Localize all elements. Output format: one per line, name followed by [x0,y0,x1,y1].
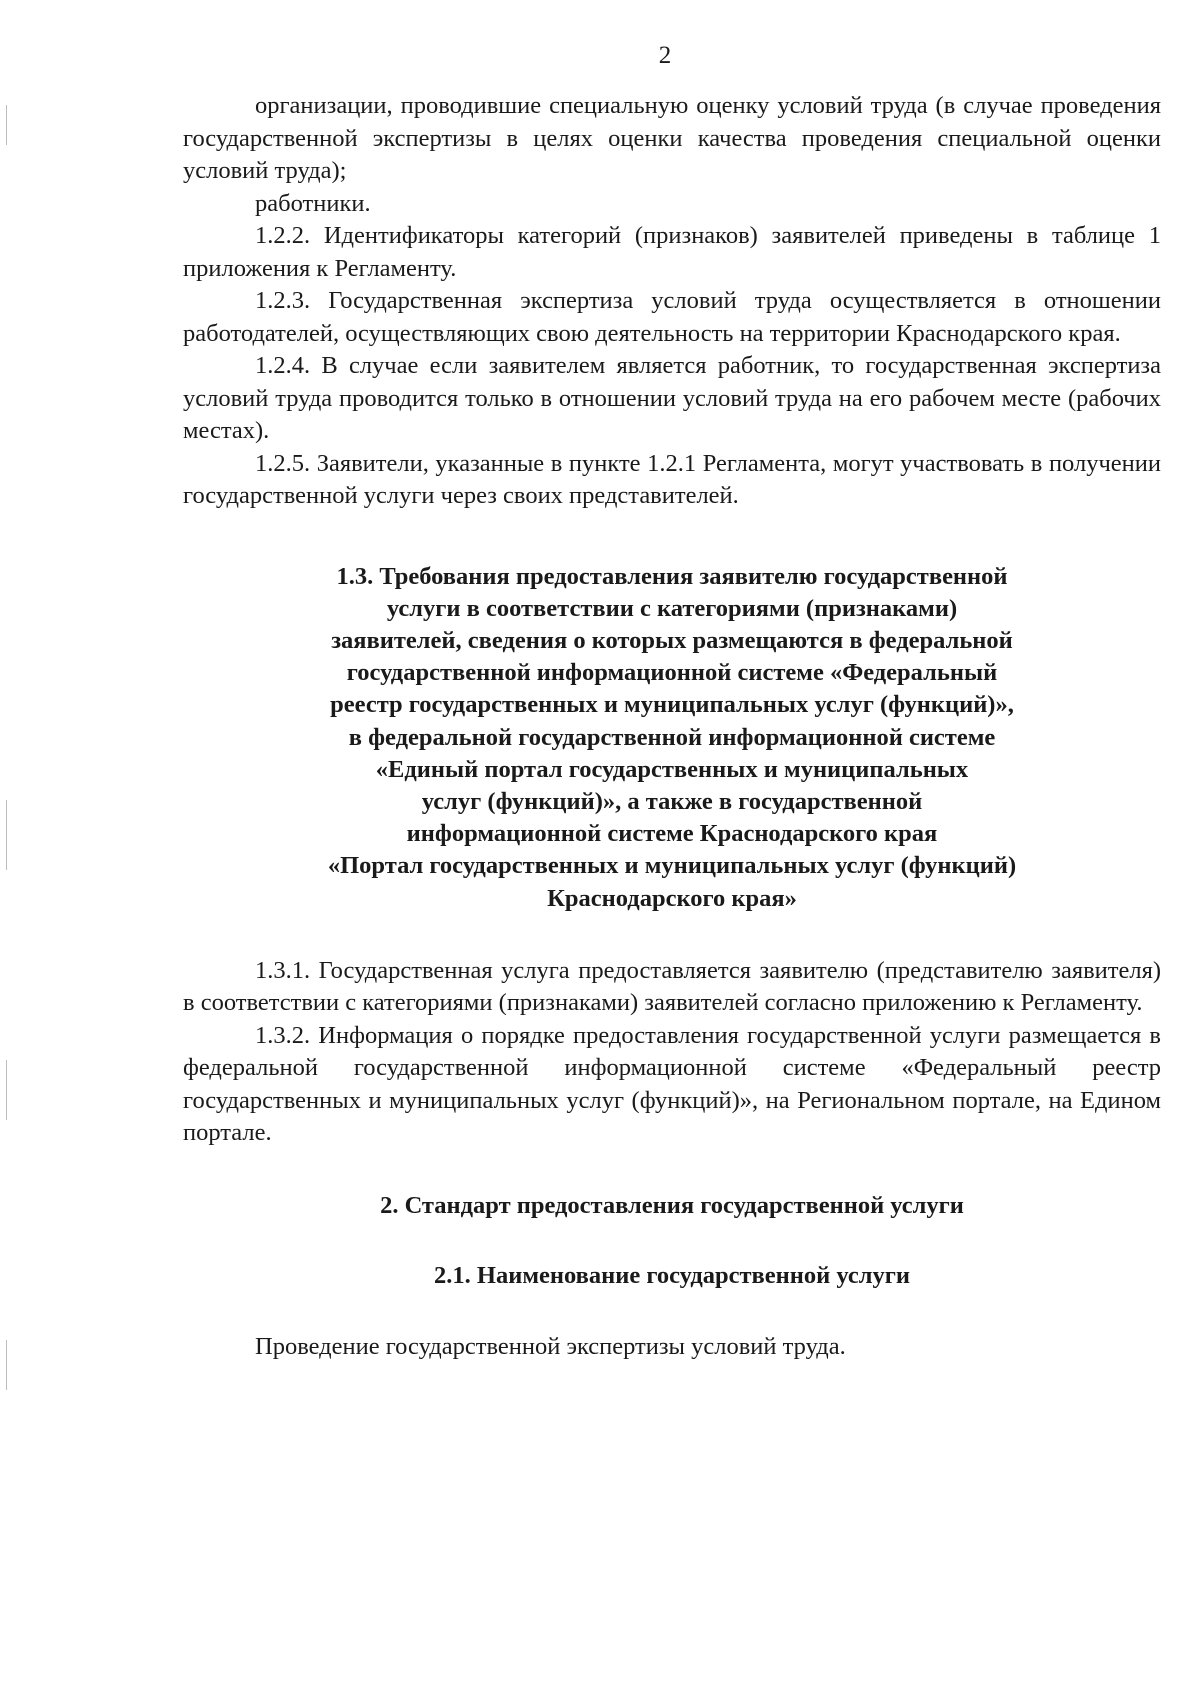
paragraph-1-2-3: 1.2.3. Государственная экспертиза условий труда осуществляется в отношении работодателей, осуществляющих свою деятельность на территории Краснодарского края. [183,287,1161,347]
heading-line: в федеральной государственной информационной системе [348,723,996,751]
section-heading-1-3 [257,561,1087,915]
heading-line: государственной информационной системе «Федеральный [346,659,998,687]
section-heading-2: 2. Стандарт предоставления государственной услуги [380,1191,964,1219]
paragraph-1-3-2: 1.3.2. Информация о порядке предоставления государственной услуги размещается в федеральной государственной информационной системе «Федеральный реестр государственных и муниципальных услуг (функций)», на Региональном портале, на Едином портале. [183,1021,1161,1147]
document-body [183,90,1161,1363]
heading-line: реестр государственных и муниципальных услуг (функций)», [330,691,1014,719]
scan-edge-mark [6,1060,7,1120]
scan-edge-mark [6,800,7,870]
heading-line: услуг (функций)», а также в государственной [421,787,923,815]
paragraph-1-3-1: 1.3.1. Государственная услуга предоставляется заявителю (представителю заявителя) в соответствии с категориями (признаками) заявителей согласно приложению к Регламенту. [183,956,1161,1017]
heading-line: услуги в соответствии с категориями (признаками) [386,594,958,622]
section-heading-2-1: 2.1. Наименование государственной услуги [434,1262,910,1290]
paragraph-workers: работники. [255,189,371,217]
paragraph-organizations: организации, проводившие специальную оценку условий труда (в случае проведения государственной экспертизы в целях оценки качества проведения специальной оценки условий труда); [183,92,1161,184]
scan-edge-mark [6,1340,7,1390]
page-number: 2 [658,42,672,69]
paragraph-1-2-5: 1.2.5. Заявители, указанные в пункте 1.2.1 Регламента, могут участвовать в получении государственной услуги через своих представителей. [183,449,1161,509]
paragraph-1-2-2: 1.2.2. Идентификаторы категорий (признаков) заявителей приведены в таблице 1 приложения к Регламенту. [183,222,1161,282]
heading-line: 1.3. Требования предоставления заявителю государственной [336,562,1008,590]
paragraph-1-2-4: 1.2.4. В случае если заявителем является работник, то государственная экспертиза условий труда проводится только в отношении условий труда на его рабочем месте (рабочих местах). [183,352,1161,444]
heading-line: информационной системе Краснодарского края [406,820,938,848]
heading-line: Краснодарского края» [547,884,797,912]
heading-line: «Портал государственных и муниципальных услуг (функций) [327,852,1017,880]
scan-edge-mark [6,105,7,145]
service-name-paragraph: Проведение государственной экспертизы условий труда. [255,1332,846,1360]
heading-line: «Единый портал государственных и муниципальных [375,755,969,783]
heading-line: заявителей, сведения о которых размещаются в федеральной [331,626,1013,654]
